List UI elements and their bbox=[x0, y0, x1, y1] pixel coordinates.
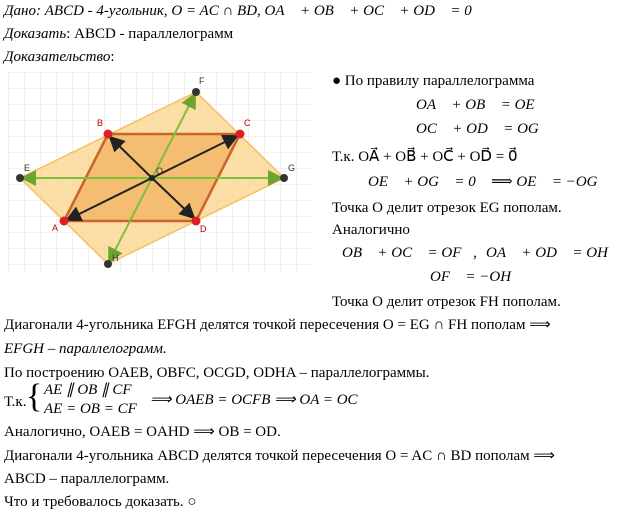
label-g: G bbox=[288, 163, 296, 173]
prove-line bbox=[4, 25, 233, 43]
label-c: C bbox=[244, 118, 251, 128]
proof-label: Доказательство bbox=[4, 49, 111, 65]
right-r6: Точка O делит отрезок EG пополам. bbox=[332, 200, 562, 216]
body-l3: По построению OAEB, OBFC, OCGD, ODHA – параллелограммы. bbox=[4, 365, 430, 381]
label-a: A bbox=[52, 223, 59, 233]
right-r3: OC⃗ + OD⃗ = OG⃗ bbox=[416, 121, 551, 137]
point-b bbox=[104, 130, 113, 139]
system-brace: { bbox=[26, 378, 43, 415]
body-l8: Что и требовалось доказать. ○ bbox=[4, 494, 197, 510]
body-l4-prefix: Т.к. bbox=[4, 394, 27, 410]
prove-text: : ABCD - параллелограмм bbox=[66, 26, 234, 42]
body-l5: Аналогично, OAEB = OAHD ⟹ OB = OD. bbox=[4, 424, 281, 440]
body-l6: Диагонали 4-угольника ABCD делятся точкой пересечения O = AC ∩ BD пополам ⟹ bbox=[4, 448, 555, 464]
point-h bbox=[104, 260, 112, 268]
given-line bbox=[4, 2, 483, 20]
right-r8a: OB⃗ + OC⃗ = OF⃗, bbox=[342, 245, 477, 261]
point-c bbox=[236, 130, 245, 139]
body-l2: EFGH – параллелограмм. bbox=[4, 341, 167, 357]
proof-line bbox=[4, 48, 115, 66]
label-h: H bbox=[112, 253, 119, 263]
label-e: E bbox=[24, 163, 31, 173]
right-r7: Аналогично bbox=[332, 222, 410, 238]
proof-colon: : bbox=[110, 49, 115, 65]
label-d: D bbox=[200, 224, 207, 234]
point-e bbox=[16, 174, 24, 182]
right-r5: OE⃗ + OG⃗ = 0⃗ ⟹ OE⃗ = −OG⃗ bbox=[368, 174, 610, 190]
point-o bbox=[149, 175, 155, 181]
prove-label: Доказать bbox=[4, 26, 67, 42]
point-g bbox=[280, 174, 288, 182]
right-r1: ● По правилу параллелограмма bbox=[332, 73, 535, 89]
label-b: B bbox=[97, 118, 104, 128]
body-l1: Диагонали 4-угольника EFGH делятся точкой пересечения O = EG ∩ FH пополам ⟹ bbox=[4, 317, 551, 333]
right-r2: OA⃗ + OB⃗ = OE⃗ bbox=[416, 97, 547, 113]
geometry-figure bbox=[8, 72, 310, 272]
body-l4-bottom: AE = OB = CF bbox=[44, 401, 137, 417]
right-r9: OF⃗ = −OH⃗ bbox=[430, 269, 523, 285]
point-f bbox=[192, 88, 200, 96]
label-f: F bbox=[199, 76, 205, 86]
right-r10: Точка O делит отрезок FH пополам. bbox=[332, 294, 561, 310]
body-l7: ABCD – параллелограмм. bbox=[4, 471, 170, 487]
given-text: : ABCD - 4-угольник, O = AC ∩ BD, OA⃗ + OB⃗ + OC⃗ + OD⃗ = 0⃗ bbox=[36, 3, 484, 19]
right-r8b: OA⃗ + OD⃗ = OH⃗ bbox=[486, 245, 620, 261]
given-label: Дано bbox=[4, 3, 36, 19]
point-a bbox=[60, 217, 69, 226]
right-r4: Т.к. OA⃗ + OB⃗ + OC⃗ + OD⃗ = 0⃗ bbox=[332, 149, 518, 165]
body-l4-top: AE ∥ OB ∥ CF bbox=[44, 382, 132, 398]
body-l4-result: ⟹ OAEB = OCFB ⟹ OA = OC bbox=[150, 392, 358, 408]
label-o: O bbox=[156, 166, 164, 176]
